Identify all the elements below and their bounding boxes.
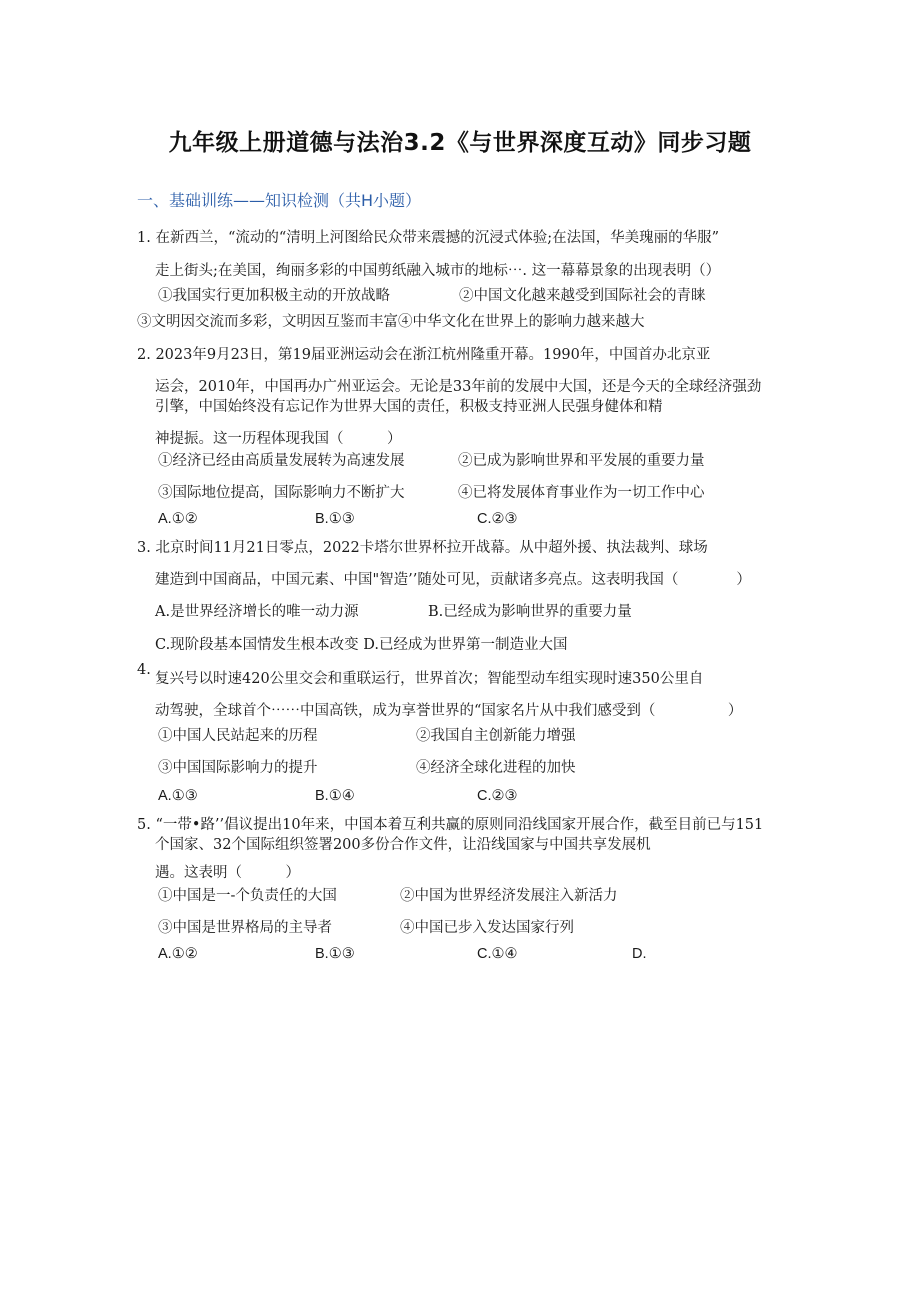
q5-option-1: ①中国是一-个负责任的大国 [158, 888, 337, 904]
q5-stem-line-2: 个国家、32个国际组织签署200多份合作文件，让沿线国家与中国共享发展机 [155, 837, 651, 853]
q1-stem-line-2: 走上街头;在美国，绚丽多彩的中国剪纸融入城市的地标⋯. 这一幕幕景象的出现表明（） [155, 263, 721, 279]
q4-number: 4. [137, 662, 151, 678]
q5-option-3: ③中国是世界格局的主导者 [158, 920, 332, 936]
q2-choice-c: C.②③ [477, 511, 518, 527]
q2-option-1: ①经济已经由高质量发展转为高速发展 [158, 453, 405, 469]
q4-stem-line-2: 动驾驶，全球首个⋯⋯中国高铁，成为享誉世界的“国家名片从中我们感受到（ ） [155, 703, 743, 719]
q2-option-4: ④已将发展体育事业作为一切工作中心 [458, 485, 705, 501]
q2-option-2: ②已成为影响世界和平发展的重要力量 [458, 453, 705, 469]
q3-stem-line-1: 3. 北京时间11月21日零点，2022卡塔尔世界杯拉开战幕。从中超外援、执法裁判、球场 [137, 540, 708, 556]
q1-stem-line-1: 1. 在新西兰，“流动的“清明上河图给民众带来震撼的沉浸式体验;在法国，华美瑰丽的华服” [137, 230, 720, 246]
q4-stem-line-1: 复兴号以时速420公里交会和重联运行，世界首次；智能型动车组实现时速350公里自 [155, 671, 704, 687]
q5-choice-d: D. [632, 946, 647, 962]
q2-stem-line-4: 神提振。这一历程体现我国（ ） [155, 431, 402, 447]
q5-option-4: ④中国已步入发达国家行列 [400, 920, 574, 936]
q3-choice-c-d: C.现阶段基本国情发生根本改变 D.已经成为世界第一制造业大国 [155, 637, 568, 653]
q2-stem-line-1: 2. 2023年9月23日，第19届亚洲运动会在浙江杭州隆重开幕。1990年，中国首办北京亚 [137, 347, 711, 363]
q4-choice-c: C.②③ [477, 788, 518, 804]
q1-option-3-4: ③文明因交流而多彩，文明因互鉴而丰富④中华文化在世界上的影响力越来越大 [137, 314, 645, 330]
q4-choice-a: A.①③ [158, 788, 198, 804]
q3-choice-a: A.是世界经济增长的唯一动力源 [155, 604, 359, 620]
q1-option-1: ①我国实行更加积极主动的开放战略 [158, 288, 390, 304]
q5-choice-c: C.①④ [477, 946, 518, 962]
q4-option-1: ①中国人民站起来的历程 [158, 728, 318, 744]
q2-option-3: ③国际地位提高，国际影响力不断扩大 [158, 485, 405, 501]
q5-option-2: ②中国为世界经济发展注入新活力 [400, 888, 618, 904]
q3-choice-b: B.已经成为影响世界的重要力量 [428, 604, 632, 620]
q4-option-4: ④经济全球化进程的加快 [416, 760, 576, 776]
q2-stem-line-3: 引擎，中国始终没有忘记作为世界大国的责任，积极支持亚洲人民强身健体和精 [155, 399, 663, 415]
q4-option-3: ③中国国际影响力的提升 [158, 760, 318, 776]
q2-choice-a: A.①② [158, 511, 198, 527]
q4-choice-b: B.①④ [315, 788, 355, 804]
page-title: 九年级上册道德与法治3.2《与世界深度互动》同步习题 [168, 130, 752, 156]
q2-choice-b: B.①③ [315, 511, 355, 527]
q5-choice-b: B.①③ [315, 946, 355, 962]
q2-stem-line-2: 运会，2010年，中国再办广州亚运会。无论是33年前的发展中大国，还是今天的全球经济强劲 [155, 379, 762, 395]
q5-stem-line-1: 5. “一带•路’’倡议提出10年来，中国本着互利共赢的原则同沿线国家开展合作，截至目前已与151 [137, 817, 764, 833]
q3-stem-line-2: 建造到中国商品，中国元素、中国"智造’’随处可见，贡献诸多亮点。这表明我国（ ） [155, 572, 751, 588]
section-heading: 一、基础训练——知识检测（共H小题） [137, 191, 422, 210]
q5-choice-a: A.①② [158, 946, 198, 962]
q5-stem-line-3: 遇。这表明（ ） [155, 865, 300, 881]
q1-option-2: ②中国文化越来越受到国际社会的青睐 [459, 288, 706, 304]
q4-option-2: ②我国自主创新能力增强 [416, 728, 576, 744]
